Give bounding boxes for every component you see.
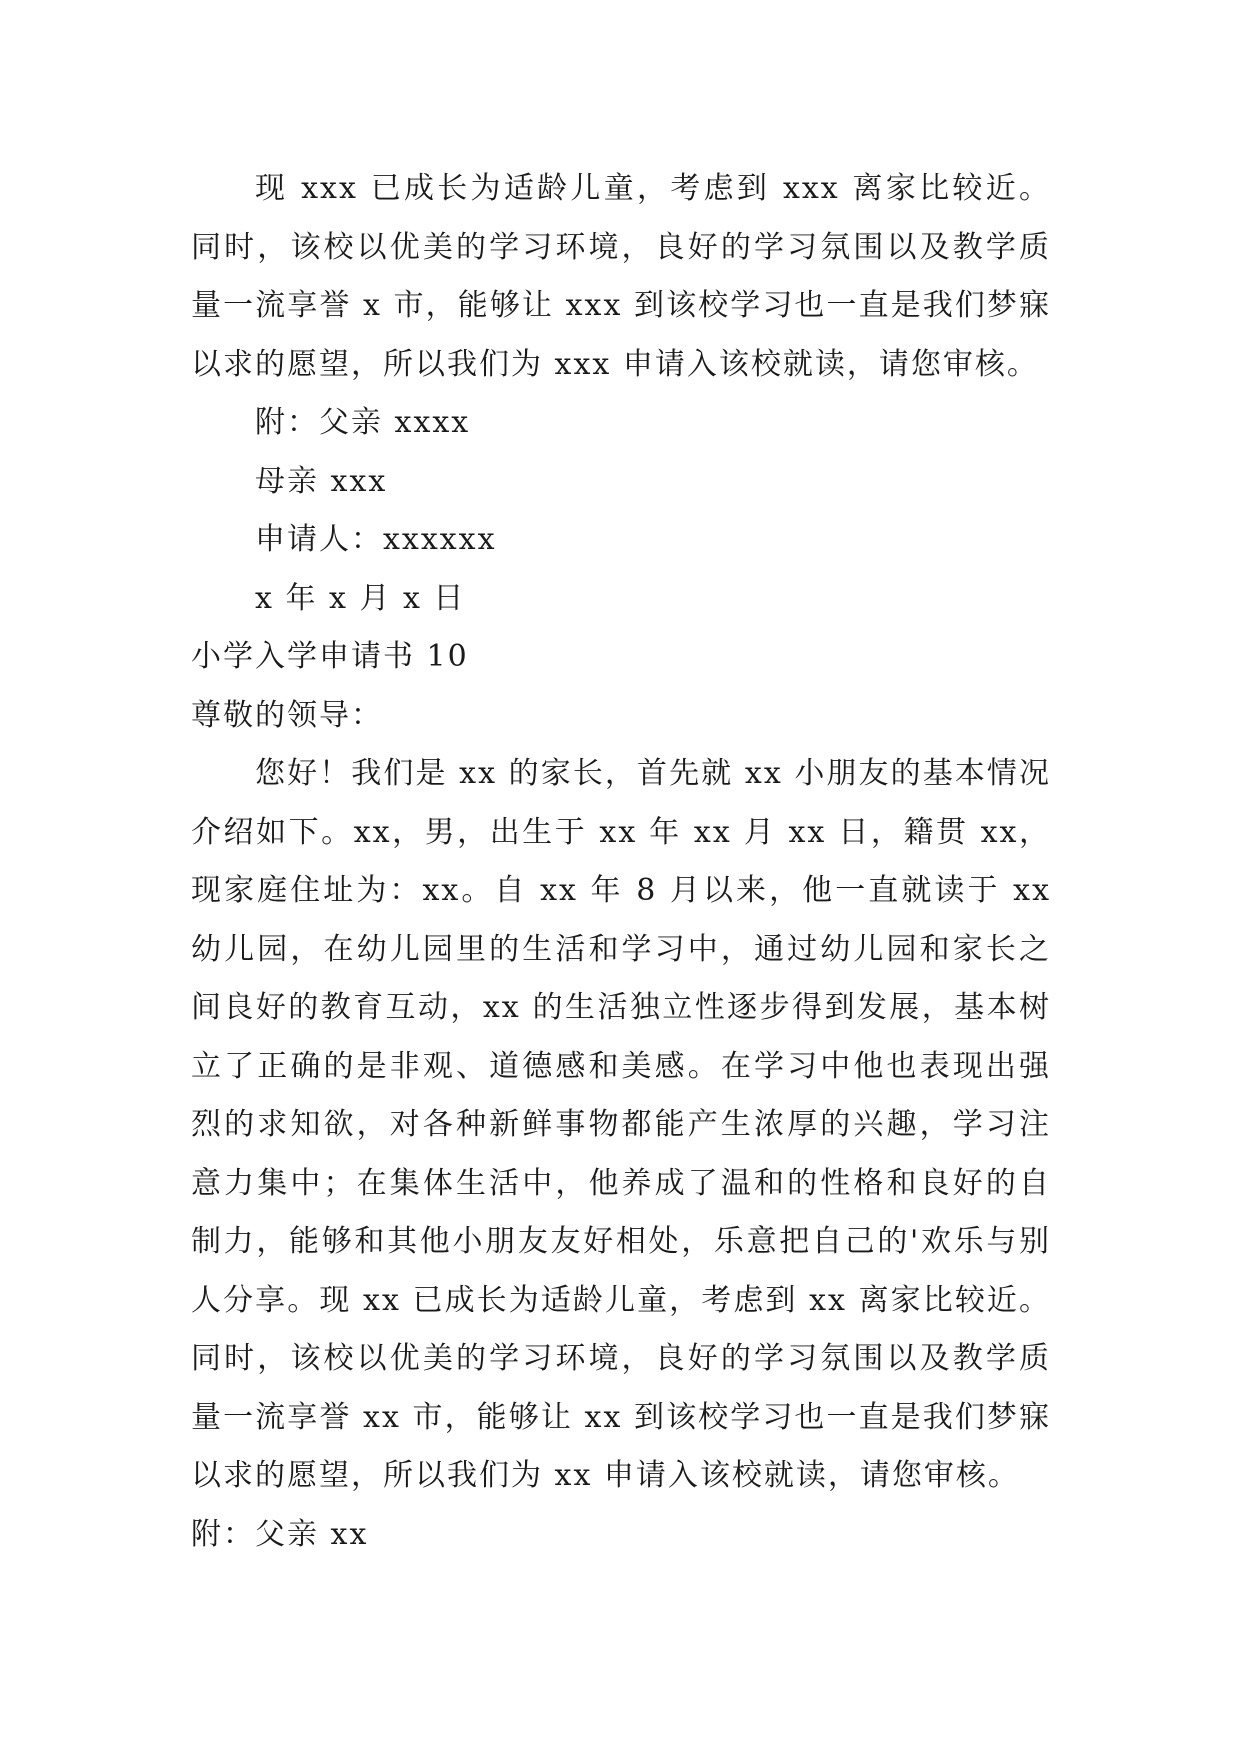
application-date: x 年 x 月 x 日 — [255, 580, 466, 616]
paragraph-application-intro-end: 现 xxx 已成长为适龄儿童，考虑到 xxx 离家比较近。同时，该校以优美的学习环境，良好的学习氛围以及教学质量一流享誉 x 市，能够让 xxx 到该校学习也一直是我们梦寐以求的愿望，所以我们为 xxx 申请入该校就读，请您审核。 — [191, 171, 1051, 382]
document-body — [191, 160, 1051, 1564]
applicant-signature: 申请人：xxxxxx — [255, 522, 497, 557]
attachment-father: 附：父亲 xxxx — [255, 405, 471, 440]
salutation: 尊敬的领导： — [191, 697, 383, 733]
attachment-mother: 母亲 xxx — [255, 463, 388, 499]
paragraph-application-body: 您好！我们是 xx 的家长，首先就 xx 小朋友的基本情况介绍如下。xx，男，出生于 xx 年 xx 月 xx 日，籍贯 xx，现家庭住址为：xx。自 xx 年 8 月以来，他一直就读于 xx 幼儿园，在幼儿园里的生活和学习中，通过幼儿园和家长之间良好的教育互动，xx 的生活独立性逐步得到发展，基本树立了正确的是非观、道德感和美感。在学习中他也表现出强烈的求知欲，对各种新鲜事物都能产生浓厚的兴趣，学习注意力集中；在集体生活中，他养成了温和的性格和良好的自制力，能够和其他小朋友友好相处，乐意把自己的'欢乐与别人分享。现 xx 已成长为适龄儿童，考虑到 xx 离家比较近。同时，该校以优美的学习环境，良好的学习氛围以及教学质量一流享誉 xx 市，能够让 xx 到该校学习也一直是我们梦寐以求的愿望，所以我们为 xx 申请入该校就读，请您审核。 — [191, 756, 1051, 1493]
section-title: 小学入学申请书 10 — [191, 639, 469, 674]
attachment-father-2: 附：父亲 xx — [191, 1516, 369, 1552]
